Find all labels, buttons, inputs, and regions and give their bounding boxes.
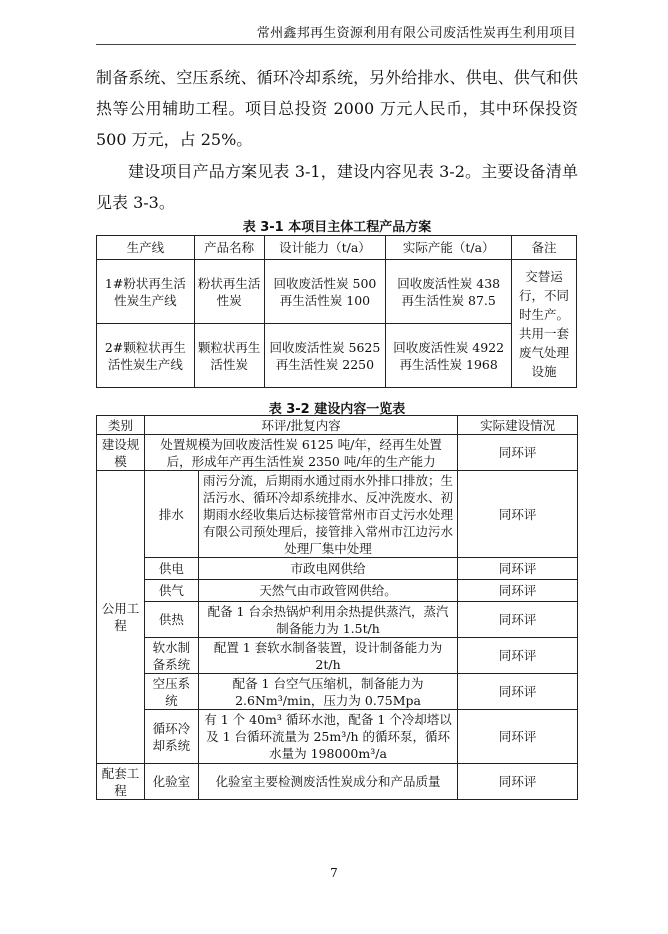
table-header-row — [97, 236, 577, 260]
actual-cell: 同环评 — [458, 435, 578, 471]
actual-capacity-cell — [386, 324, 512, 388]
header-cell: 设计能力（t/a） — [264, 236, 386, 260]
header-cell: 备注 — [512, 236, 577, 260]
sub-item-cell: 排水 — [144, 471, 198, 558]
sub-item-cell: 空压系统 — [144, 674, 198, 710]
design-line: 再生活性炭 100 — [279, 292, 371, 308]
table-row — [97, 260, 577, 324]
actual-line: 回收废活性炭 4922 — [393, 339, 505, 355]
table-3-1-caption: 表 3-1 本项目主体工程产品方案 — [242, 220, 432, 235]
table-header-row — [97, 416, 578, 435]
actual-capacity-cell — [386, 260, 512, 324]
category-cell: 建设规模 — [97, 435, 145, 471]
table-row — [97, 710, 578, 764]
actual-cell: 同环评 — [458, 674, 578, 710]
content-line: 2.6Nm³/min，压力为 0.75Mpa — [235, 692, 421, 708]
actual-cell: 同环评 — [458, 638, 578, 674]
table-3-2-caption: 表 3-2 建设内容一览表 — [268, 402, 406, 417]
content-cell: 处置规模为回收废活性炭 6125 吨/年，经再生处置后，形成年产再生活性炭 2350 吨/年的生产能力 — [144, 435, 457, 471]
table-row — [97, 638, 578, 674]
header-cell: 环评/批复内容 — [144, 416, 457, 435]
header-cell: 生产线 — [97, 236, 195, 260]
product-plan-table — [96, 235, 577, 388]
sub-item-cell: 供气 — [144, 580, 198, 602]
note-cell: 交替运行，不同时生产。共用一套废气处理设施 — [512, 260, 577, 388]
actual-line: 再生活性炭 1968 — [399, 356, 498, 372]
design-line: 再生活性炭 2250 — [275, 356, 375, 372]
actual-line: 再生活性炭 87.5 — [401, 292, 496, 308]
content-cell — [198, 710, 457, 764]
actual-cell: 同环评 — [458, 471, 578, 558]
content-cell: 配备 1 台余热锅炉利用余热提供蒸汽，蒸汽制备能力为 1.5t/h — [198, 602, 457, 638]
design-capacity-cell — [264, 324, 386, 388]
content-cell: 化验室主要检测废活性炭成分和产品质量 — [198, 764, 457, 800]
content-cell: 雨污分流，后期雨水通过雨水外排口排放；生活污水、循环冷却系统排水、反冲洗废水、初期雨水经收集后达标接管常州市百丈污水处理有限公司预处理后，接管排入常州市江边污水处理厂集中处理 — [198, 471, 457, 558]
content-cell: 市政电网供给 — [198, 558, 457, 580]
sub-item-cell: 软水制备系统 — [144, 638, 198, 674]
content-cell: 配置 1 套软水制备装置，设计制备能力为 2t/h — [198, 638, 457, 674]
line-cell: 2#颗粒状再生活性炭生产线 — [97, 324, 195, 388]
sub-item-cell: 化验室 — [144, 764, 198, 800]
construction-content-table — [96, 415, 578, 800]
design-line: 回收废活性炭 500 — [273, 275, 377, 291]
content-line: 水量为 198000m³/a — [269, 746, 387, 761]
design-line: 回收废活性炭 5625 — [269, 339, 381, 355]
actual-line: 回收废活性炭 438 — [397, 275, 501, 291]
table-row — [97, 674, 578, 710]
actual-cell: 同环评 — [458, 558, 578, 580]
category-cell: 公用工程 — [97, 471, 145, 764]
header-cell: 产品名称 — [194, 236, 264, 260]
sub-item-cell: 循环冷却系统 — [144, 710, 198, 764]
body-paragraph-2: 建设项目产品方案见表 3-1，建设内容见表 3-2。主要设备清单见表 3-3。 — [96, 162, 578, 212]
table-row — [97, 435, 578, 471]
table-row — [97, 471, 578, 558]
line-cell: 1#粉状再生活性炭生产线 — [97, 260, 195, 324]
content-cell: 天然气由市政管网供给。 — [198, 580, 457, 602]
body-paragraph-1: 制备系统、空压系统、循环冷却系统，另外给排水、供电、供气和供热等公用辅助工程。项目总投资 2000 万元人民币，其中环保投资 500 万元，占 25%。 — [96, 68, 578, 149]
content-cell — [198, 674, 457, 710]
running-header: 常州鑫邦再生资源利用有限公司废活性炭再生利用项目 — [96, 22, 576, 45]
product-cell: 颗粒状再生活性炭 — [194, 324, 264, 388]
header-cell: 类别 — [97, 416, 145, 435]
content-line: 配备 1 台空气压缩机，制备能力为 — [232, 675, 424, 691]
sub-item-cell: 供热 — [144, 602, 198, 638]
table-row — [97, 558, 578, 580]
actual-cell: 同环评 — [458, 580, 578, 602]
actual-cell: 同环评 — [458, 764, 578, 800]
table-row — [97, 324, 577, 388]
table-row — [97, 602, 578, 638]
content-line: 有 1 个 40m³ 循环水池，配备 1 个冷却塔以及 1 台循环流量为 25m³/h 的循环泵，循环 — [204, 712, 452, 744]
actual-cell: 同环评 — [458, 710, 578, 764]
design-capacity-cell — [264, 260, 386, 324]
sub-item-cell: 供电 — [144, 558, 198, 580]
category-cell: 配套工程 — [97, 764, 145, 800]
header-cell: 实际建设情况 — [458, 416, 578, 435]
page-number: 7 — [330, 866, 338, 880]
header-cell: 实际产能（t/a） — [386, 236, 512, 260]
table-row — [97, 580, 578, 602]
actual-cell: 同环评 — [458, 602, 578, 638]
table-row — [97, 764, 578, 800]
product-cell: 粉状再生活性炭 — [194, 260, 264, 324]
